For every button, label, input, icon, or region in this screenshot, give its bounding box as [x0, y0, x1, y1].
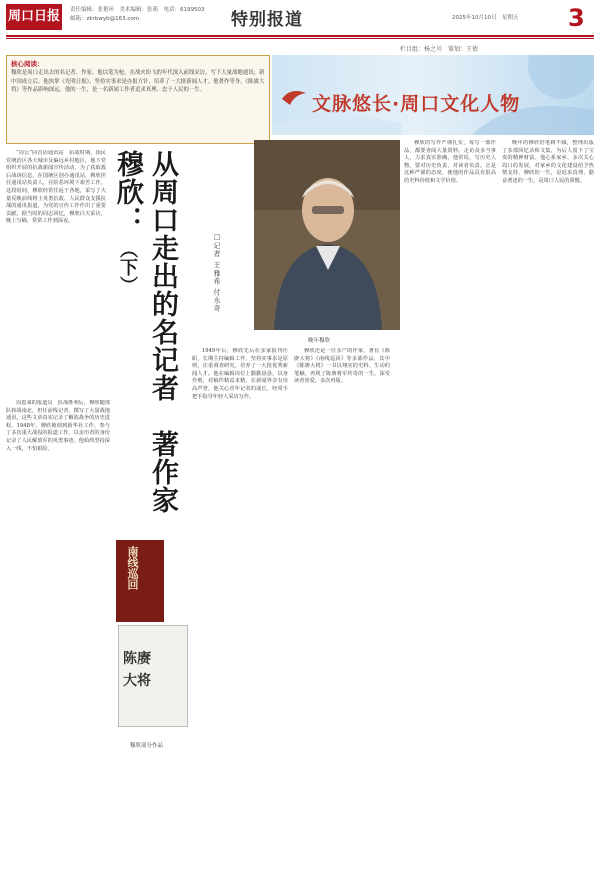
- intro-tag: 核心阅读：: [11, 60, 44, 68]
- article-column-4: [294, 348, 390, 876]
- banner-title: 文脉悠长·周口文化人物: [312, 93, 521, 115]
- newspaper-logo: 周口日报: [6, 4, 62, 30]
- book-2-title-line2: 大将: [123, 673, 151, 689]
- header-rule-thin: [6, 38, 594, 39]
- intro-box: [6, 55, 270, 144]
- book-1-title: 南线巡回: [126, 546, 139, 590]
- article-column-1b: [6, 400, 110, 876]
- page-number: 3: [568, 4, 585, 32]
- headline-part: （下）: [117, 240, 138, 294]
- column-1-text: “周公”回首话通讯站 抗战时期，国民党统治区各大城市及偏远乡村地区，地下党组织开展的抗战新闻宣传活动，为了获取敌后战场信息，在国统区创办通讯站，穆欣担任通讯站负责人，在险恶环境下艰苦工作。这段时间，穆欣经常往返于各地，采写了大量反映前线将士英勇抗敌、人民群众支援抗战的通讯报道，为党的宣传工作作出了重要贡献。据当时的同志回忆，穆欣白天采访，晚上写稿，常常工作到深夜。: [6, 150, 106, 225]
- header-rule: [6, 35, 594, 37]
- article-column-6: [502, 140, 594, 876]
- masthead-info-2: 邮箱：zkrbwyb@163.com: [70, 16, 140, 22]
- portrait-photo: [254, 140, 400, 330]
- books-caption: 穆欣部分作品: [130, 743, 164, 749]
- column-2-text: 周恩来的报道员 抗战胜利后，穆欣随部队转战南北，担任前线记者，撰写了大量战地通讯，这些文章真实记录了解放战争的历史进程。1948年，穆欣被调到新华社工作，参与了多次重大战役的报道工作，以亲历者的身份记录了人民解放军的英勇事迹。他始终坚持深入一线，不怕艰险。: [6, 400, 110, 452]
- book-cover-2: [118, 625, 188, 727]
- column-banner: [272, 55, 594, 135]
- article-column-5: [404, 140, 496, 876]
- column-6-text: 晚年的穆欣仍笔耕不辍，整理出版了多部回忆录和文集，为后人留下了宝贵的精神财富。他心系家乡，多次关心周口的发展，对家乡的文化建设给予热情支持。穆欣的一生，是追求真理、勤奋著述的一生，是周口人民的骄傲。: [502, 140, 594, 184]
- intro-text: 穆欣是周口走出去的名记者、作家。他以笔为枪，在战火纷飞的年代深入前线采访，写下大量战地通讯；新中国成立后，他执掌《光明日报》，坚持实事求是办报方针，培养了一大批新闻人才。他著作等身，《陈赓大将》等作品影响深远。他的一生，是一名新闻工作者追求真理、忠于人民的一生。: [11, 70, 265, 94]
- column-3-text: 1949年后，穆欣先后在多家报刊任职，长期主持编辑工作，坚持实事求是原则，注重调查研究，培养了一大批优秀新闻人才。他在编辑岗位上勤勤恳恳，以身作则，对稿件精益求精，在新闻界享有崇高声誉。他关心青年记者的成长，经常手把手指导年轻人采访写作。: [192, 348, 288, 400]
- issue-date: 2025年10月10日 星期五: [452, 15, 519, 21]
- section-title: 特别报道: [231, 10, 303, 30]
- portrait-illustration: [254, 140, 400, 330]
- headline-name: 穆欣：: [112, 150, 143, 234]
- banner-bird-icon: [280, 85, 308, 109]
- masthead-info-1: 责任编辑：张艳环 美术编辑：张萌 电话：6199503: [70, 7, 205, 13]
- column-4-text: 穆欣还是一位多产的作家，著有《陈赓大将》《南线巡回》等多部作品，其中《陈赓大将》一书以翔实的史料、生动的笔触，再现了陈赓将军传奇的一生，深受读者喜爱，多次再版。: [294, 348, 390, 385]
- book-2-title-line1: 陈赓: [123, 651, 151, 667]
- column-5-text: 穆欣的写作严谨扎实，每写一部作品，都要查阅大量资料，走访众多当事人，力求真实准确。他常说，写历史人物，要对历史负责，对读者负责。正是这种严谨的态度，使他的作品具有很高的史料价值和文学价值。: [404, 140, 496, 184]
- byline: □记者 王雅希 付永奇: [213, 233, 221, 313]
- masthead: [0, 0, 600, 36]
- book-cover-1: [116, 540, 164, 622]
- article-column-3: [192, 348, 288, 876]
- headline: 从周口走出的名记者 著作家: [147, 150, 178, 514]
- editor-credit: 栏目组：杨之川 策划：王倩: [400, 46, 479, 53]
- photo-caption: 晚年穆欣: [308, 338, 331, 344]
